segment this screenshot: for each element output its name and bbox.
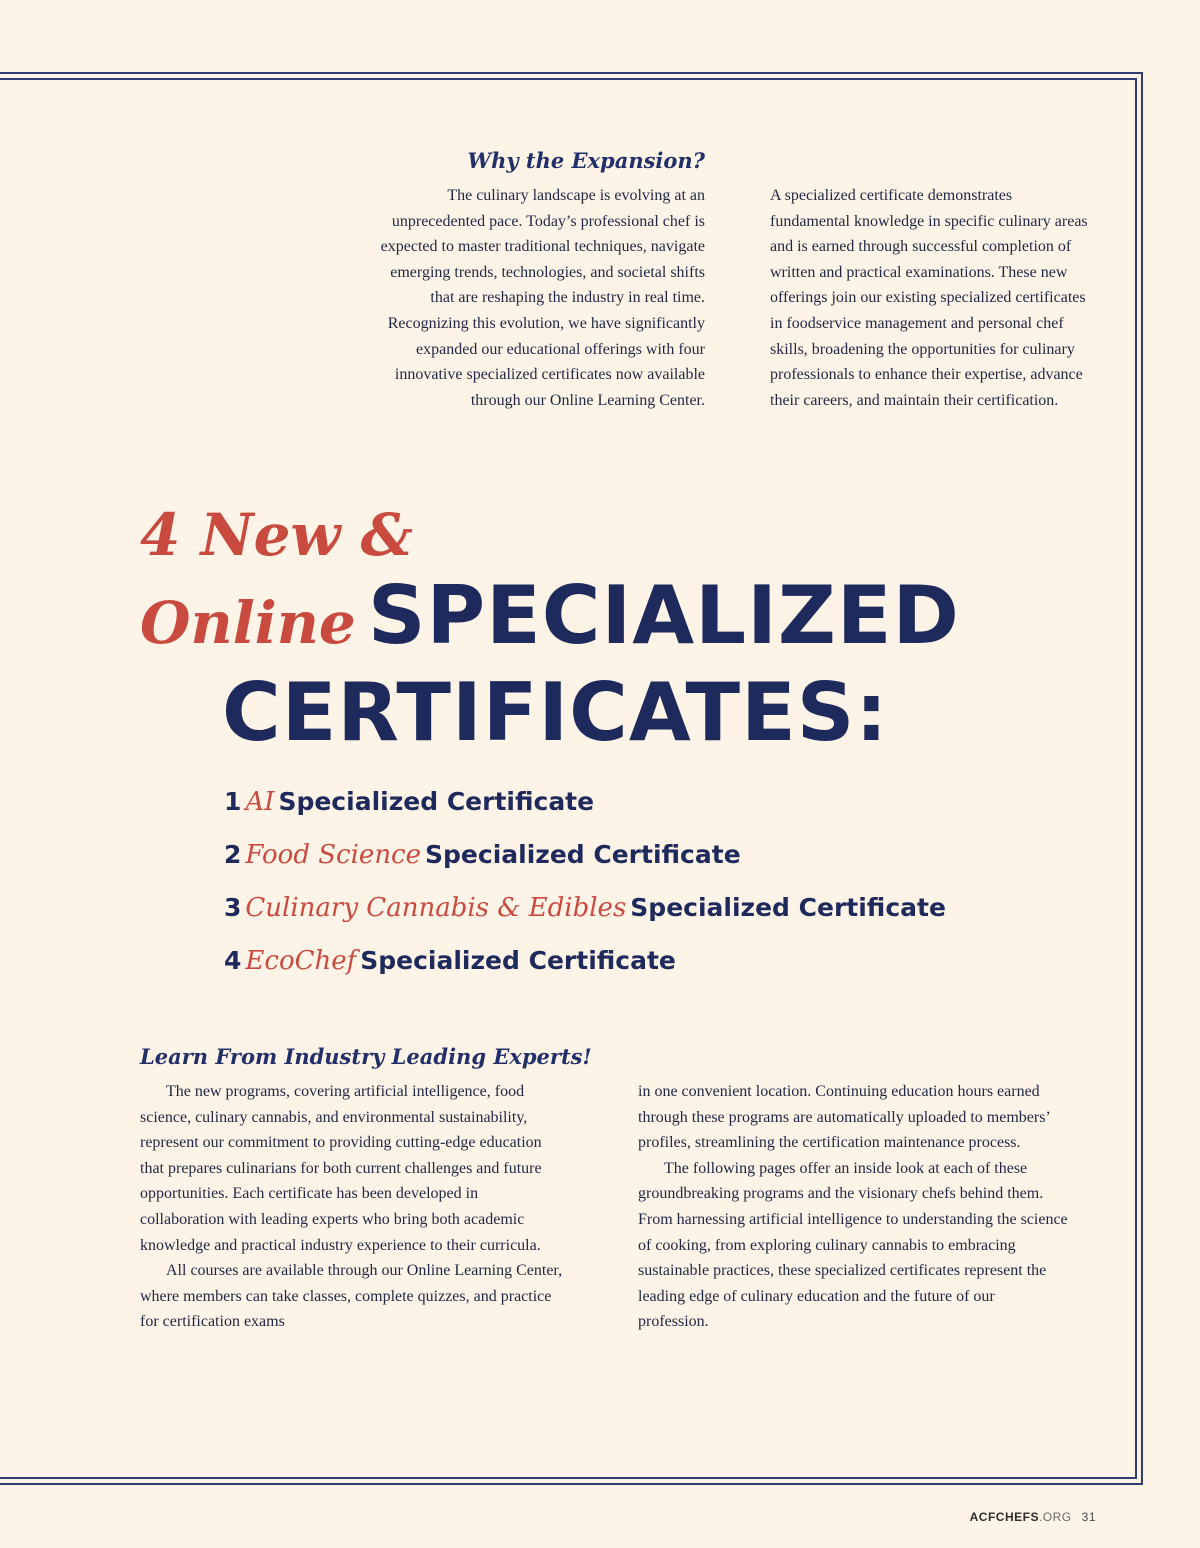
certificate-list-item <box>224 886 946 939</box>
learn-column-1 <box>140 1079 565 1335</box>
certificate-name: Food Science <box>245 840 422 870</box>
certificate-suffix: Specialized Certificate <box>630 893 946 922</box>
learn-column-2 <box>638 1079 1068 1335</box>
certificate-suffix: Specialized Certificate <box>425 840 741 869</box>
certificate-name: EcoChef <box>245 946 357 976</box>
certificate-list <box>224 780 946 992</box>
page-number: 31 <box>1081 1510 1096 1524</box>
frame-top-outer-line <box>0 72 1143 74</box>
certificate-suffix: Specialized Certificate <box>360 946 676 975</box>
learn-paragraph-1: The new programs, covering artificial intelligence, food science, culinary cannabis, and environmental sustainability, represent our commitment to providing cutting-edge education that prepares culinarians for both current challenges and future opportunities. Each certificate has been developed in collaboration with leading experts who bring both academic knowledge and practical industry experience to their curricula. <box>140 1083 542 1254</box>
page-footer <box>960 1510 1096 1524</box>
certificate-number: 1 <box>224 787 242 816</box>
headline-specialized-word: SPECIALIZED <box>367 569 960 662</box>
certificate-number: 3 <box>224 893 242 922</box>
footer-site-domain: .ORG <box>1038 1510 1072 1524</box>
headline-script-line-1: 4 New & <box>140 501 413 569</box>
why-expansion-column-1: The culinary landscape is evolving at an unprecedented pace. Today’s professional chef is expected to master traditional techniques, navigate emerging trends, technologies, and societal shifts that are reshaping the industry in real time. Recognizing this evolution, we have significantly expanded our educational offerings with four innovative specialized certificates now available through our Online Learning Center. <box>380 187 705 409</box>
headline-certificates-word: CERTIFICATES: <box>222 666 889 759</box>
why-expansion-heading: Why the Expansion? <box>467 148 705 173</box>
certificate-number: 4 <box>224 946 242 975</box>
frame-right-inner-line <box>1135 78 1137 1479</box>
learn-experts-heading: Learn From Industry Leading Experts! <box>140 1044 592 1069</box>
frame-right-outer-line <box>1141 72 1143 1485</box>
learn-paragraph-3: in one convenient location. Continuing education hours earned through these programs are automatically uploaded to members’ profiles, streamlining the certification maintenance process. <box>638 1083 1050 1152</box>
certificate-number: 2 <box>224 840 242 869</box>
learn-paragraph-2: All courses are available through our Online Learning Center, where members can take classes, complete quizzes, and practice for certification exams <box>140 1262 563 1331</box>
headline-online-word: Online <box>140 589 356 657</box>
why-expansion-column-2: A specialized certificate demonstrates fundamental knowledge in specific culinary areas and is earned through successful completion of written and practical examinations. These new offerings join our existing specialized certificates in foodservice management and personal chef skills, broadening the opportunities for culinary professionals to enhance their expertise, advance their careers, and maintain their certification. <box>770 187 1088 409</box>
certificate-list-item <box>224 833 946 886</box>
footer-site-name: ACFCHEFS <box>969 1510 1039 1524</box>
certificate-list-item <box>224 780 946 833</box>
certificate-name: AI <box>245 787 275 817</box>
frame-top-inner-line <box>0 78 1136 80</box>
certificate-name: Culinary Cannabis & Edibles <box>245 893 627 923</box>
learn-paragraph-4: The following pages offer an inside look at each of these groundbreaking programs and the visionary chefs behind them. From harnessing artificial intelligence to understanding the science of cooking, from exploring culinary cannabis to embracing sustainable practices, these specialized certificates represent the leading edge of culinary education and the future of our profession. <box>638 1159 1068 1331</box>
certificate-suffix: Specialized Certificate <box>278 787 595 816</box>
certificate-list-item <box>224 939 946 992</box>
frame-bottom-inner-line <box>0 1477 1136 1479</box>
frame-bottom-outer-line <box>0 1483 1143 1485</box>
